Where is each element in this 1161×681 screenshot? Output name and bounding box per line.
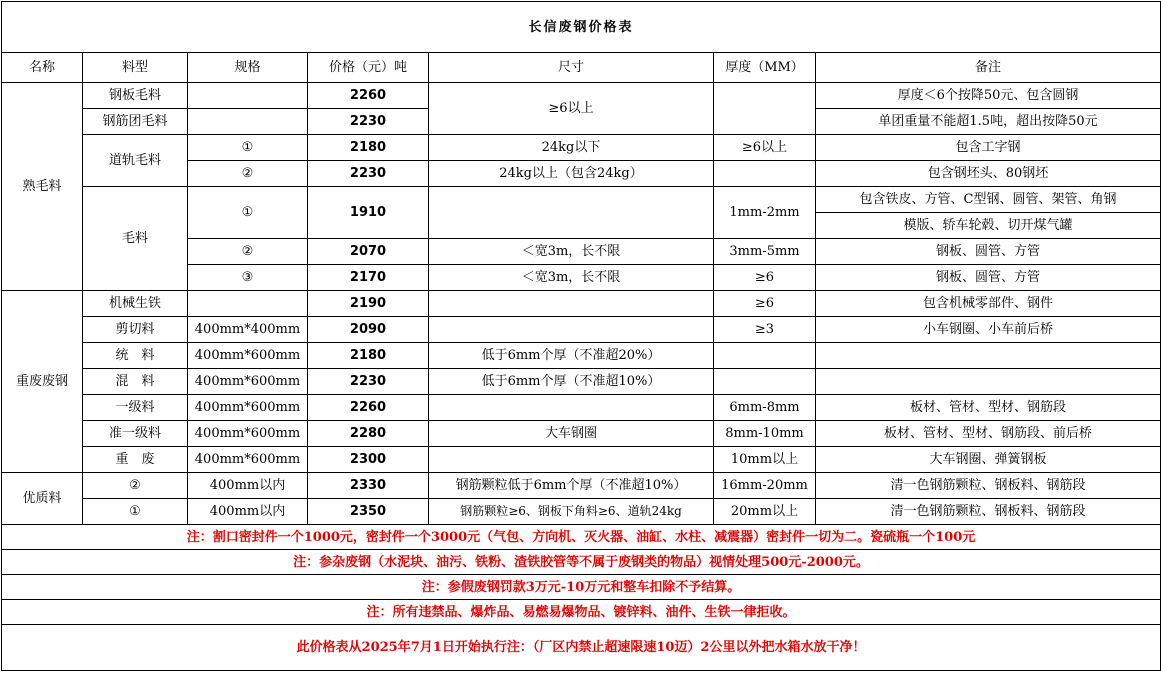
size-cell: 钢筋颗粒低于6mm个厚（不准超10%） (429, 473, 714, 499)
price-cell: 2180 (308, 135, 429, 161)
size-cell: 钢筋颗粒≥6、钢板下角料≥6、道轨24kg (429, 499, 714, 525)
table-row (2, 369, 1161, 395)
note-text: 注：所有违禁品、爆炸品、易燃易爆物品、镀锌料、油件、生铁一律拒收。 (2, 600, 1161, 625)
price-cell: 2300 (308, 447, 429, 473)
table-row (2, 291, 1161, 317)
remark-cell: 板材、管材、型材、钢筋段、前后桥 (816, 421, 1161, 447)
spec-cell (188, 109, 308, 135)
spec-cell (188, 83, 308, 109)
thickness-cell: 20mm以上 (714, 499, 816, 525)
thickness-cell: 8mm-10mm (714, 421, 816, 447)
spec-cell: 400mm*600mm (188, 395, 308, 421)
thickness-cell: 16mm-20mm (714, 473, 816, 499)
size-cell: 24kg以上（包含24kg） (429, 161, 714, 187)
header-thickness: 厚度（MM） (714, 53, 816, 83)
header-size: 尺寸 (429, 53, 714, 83)
thickness-cell: ≥6以上 (714, 135, 816, 161)
spec-cell: 400mm以内 (188, 499, 308, 525)
footer-row (2, 625, 1161, 671)
spec-cell: 400mm*400mm (188, 317, 308, 343)
spec-cell: 400mm*600mm (188, 421, 308, 447)
note-text: 注：割口密封件一个1000元，密封件一个3000元（气包、方向机、灭火器、油缸、水柱、减震器）密封件一切为二。瓷硫瓶一个100元 (2, 525, 1161, 550)
note-text: 注：参杂废钢（水泥块、油污、铁粉、渣铁胶管等不属于废钢类的物品）视情处理500元-2000元。 (2, 550, 1161, 575)
table-row (2, 187, 1161, 213)
header-name: 名称 (2, 53, 83, 83)
remark-cell: 包含机械零部件、钢件 (816, 291, 1161, 317)
page-title: 长信废钢价格表 (2, 2, 1161, 53)
table-row (2, 447, 1161, 473)
type-cell: 混 料 (83, 369, 188, 395)
table-row (2, 473, 1161, 499)
size-cell (429, 187, 714, 239)
note-row (2, 600, 1161, 625)
type-cell: 重 废 (83, 447, 188, 473)
type-cell: 一级料 (83, 395, 188, 421)
size-cell (429, 395, 714, 421)
thickness-cell: 10mm以上 (714, 447, 816, 473)
thickness-cell: 1mm-2mm (714, 187, 816, 239)
size-cell (429, 291, 714, 317)
remark-cell: 大车钢圈、弹簧钢板 (816, 447, 1161, 473)
type-cell: ② (83, 473, 188, 499)
size-cell: ＜宽3m，长不限 (429, 265, 714, 291)
remark-cell: 模版、轿车轮毂、切开煤气罐 (816, 213, 1161, 239)
price-cell: 2350 (308, 499, 429, 525)
price-cell: 2260 (308, 83, 429, 109)
table-row (2, 135, 1161, 161)
table-row (2, 317, 1161, 343)
group-cell-you: 优质料 (2, 473, 83, 525)
type-cell: 毛料 (83, 187, 188, 291)
header-row (2, 53, 1161, 83)
price-cell: 2260 (308, 395, 429, 421)
header-remarks: 备注 (816, 53, 1161, 83)
price-cell: 1910 (308, 187, 429, 239)
footer-text: 此价格表从2025年7月1日开始执行注：（厂区内禁止超速限速10迈）2公里以外把水箱水放干净！ (2, 625, 1161, 671)
note-text: 注：参假废钢罚款3万元-10万元和整车扣除不予结算。 (2, 575, 1161, 600)
note-row (2, 550, 1161, 575)
type-cell: 统 料 (83, 343, 188, 369)
spec-cell: 400mm*600mm (188, 369, 308, 395)
size-cell: ＜宽3m，长不限 (429, 239, 714, 265)
remark-cell: 清一色钢筋颗粒、钢板料、钢筋段 (816, 473, 1161, 499)
price-cell: 2330 (308, 473, 429, 499)
spec-cell: ② (188, 239, 308, 265)
remark-cell: 小车钢圈、小车前后桥 (816, 317, 1161, 343)
price-cell: 2070 (308, 239, 429, 265)
thickness-cell (714, 83, 816, 135)
table-row (2, 395, 1161, 421)
price-cell: 2230 (308, 109, 429, 135)
thickness-cell: ≥3 (714, 317, 816, 343)
spec-cell: 400mm*600mm (188, 343, 308, 369)
type-cell: 机械生铁 (83, 291, 188, 317)
remark-cell (816, 343, 1161, 369)
size-cell: 24kg以下 (429, 135, 714, 161)
type-cell: 剪切料 (83, 317, 188, 343)
price-cell: 2180 (308, 343, 429, 369)
price-cell: 2190 (308, 291, 429, 317)
type-cell: 准一级料 (83, 421, 188, 447)
remark-cell: 钢板、圆管、方管 (816, 265, 1161, 291)
type-cell: ① (83, 499, 188, 525)
size-cell: ≥6以上 (429, 83, 714, 135)
price-cell: 2170 (308, 265, 429, 291)
thickness-cell (714, 369, 816, 395)
size-cell: 大车钢圈 (429, 421, 714, 447)
size-cell (429, 447, 714, 473)
thickness-cell: 3mm-5mm (714, 239, 816, 265)
spec-cell: ① (188, 135, 308, 161)
type-cell: 钢筋团毛料 (83, 109, 188, 135)
thickness-cell: ≥6 (714, 265, 816, 291)
group-cell-zhong: 重废废钢 (2, 291, 83, 473)
price-table (1, 1, 1161, 671)
header-type: 料型 (83, 53, 188, 83)
remark-cell: 厚度＜6个按降50元、包含圆钢 (816, 83, 1161, 109)
thickness-cell (714, 343, 816, 369)
type-cell: 道轨毛料 (83, 135, 188, 187)
remark-cell: 钢板、圆管、方管 (816, 239, 1161, 265)
remark-cell: 包含工字钢 (816, 135, 1161, 161)
remark-cell (816, 369, 1161, 395)
header-spec: 规格 (188, 53, 308, 83)
thickness-cell: 6mm-8mm (714, 395, 816, 421)
price-cell: 2230 (308, 369, 429, 395)
group-cell-shu: 熟毛料 (2, 83, 83, 291)
table-row (2, 421, 1161, 447)
spec-cell: 400mm以内 (188, 473, 308, 499)
table-row (2, 343, 1161, 369)
thickness-cell: ≥6 (714, 291, 816, 317)
spec-cell: ② (188, 161, 308, 187)
thickness-cell (714, 161, 816, 187)
table-row (2, 499, 1161, 525)
remark-cell: 板材、管材、型材、钢筋段 (816, 395, 1161, 421)
remark-cell: 单团重量不能超1.5吨，超出按降50元 (816, 109, 1161, 135)
type-cell: 钢板毛料 (83, 83, 188, 109)
spec-cell: ① (188, 187, 308, 239)
spec-cell (188, 291, 308, 317)
size-cell: 低于6mm个厚（不准超20%） (429, 343, 714, 369)
note-row (2, 575, 1161, 600)
price-cell: 2280 (308, 421, 429, 447)
remark-cell: 清一色钢筋颗粒、钢板料、钢筋段 (816, 499, 1161, 525)
price-cell: 2090 (308, 317, 429, 343)
size-cell: 低于6mm个厚（不准超10%） (429, 369, 714, 395)
remark-cell: 包含铁皮、方管、C型钢、圆管、架管、角钢 (816, 187, 1161, 213)
table-row (2, 83, 1161, 109)
remark-cell: 包含钢坯头、80钢坯 (816, 161, 1161, 187)
price-cell: 2230 (308, 161, 429, 187)
spec-cell: 400mm*600mm (188, 447, 308, 473)
header-price: 价格（元）吨 (308, 53, 429, 83)
spec-cell: ③ (188, 265, 308, 291)
note-row (2, 525, 1161, 550)
size-cell (429, 317, 714, 343)
